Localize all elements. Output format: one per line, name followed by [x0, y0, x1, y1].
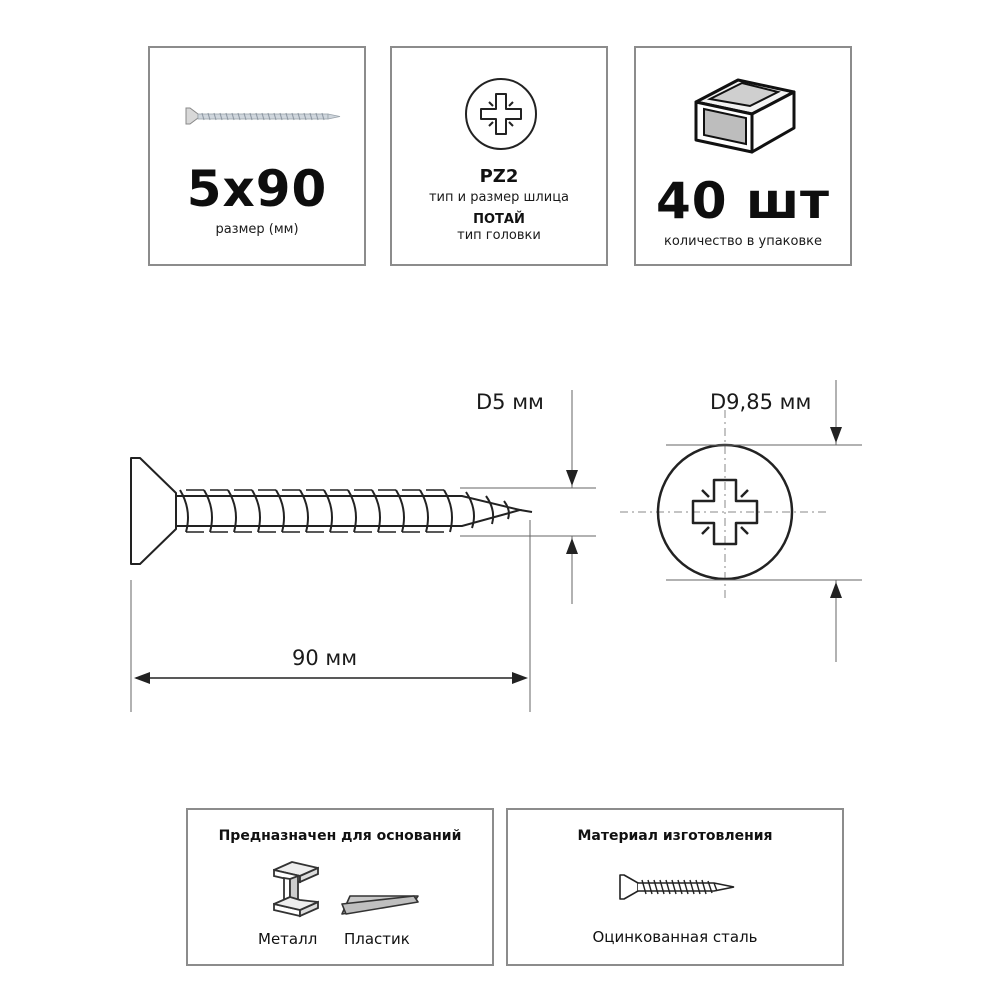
- size-value: 5x90: [186, 160, 328, 218]
- slot-value: PZ2: [479, 166, 519, 187]
- size-label: размер (мм): [215, 222, 299, 237]
- metal-beam-icon: [268, 860, 328, 918]
- plastic-sheet-icon: [338, 892, 428, 922]
- head-label: тип головки: [457, 228, 541, 243]
- bases-title: Предназначен для оснований: [218, 828, 462, 844]
- material-label: Оцинкованная сталь: [592, 928, 758, 946]
- quantity-label: количество в упаковке: [664, 234, 822, 249]
- head-diameter-label: D9,85 мм: [710, 390, 812, 414]
- bases-card: [186, 808, 494, 966]
- length-label: 90 мм: [292, 646, 358, 670]
- slot-label: тип и размер шлица: [428, 190, 570, 205]
- head-value: ПОТАЙ: [473, 212, 525, 227]
- base-metal-label: Металл: [258, 930, 318, 948]
- galvanized-screw-icon: [616, 872, 736, 902]
- material-card: [506, 808, 844, 966]
- shank-diameter-label: D5 мм: [476, 390, 544, 414]
- screw-head-top-view: [610, 380, 870, 680]
- quantity-value: 40 шт: [655, 172, 831, 230]
- base-plastic-label: Пластик: [344, 930, 410, 948]
- material-title: Материал изготовления: [577, 828, 773, 844]
